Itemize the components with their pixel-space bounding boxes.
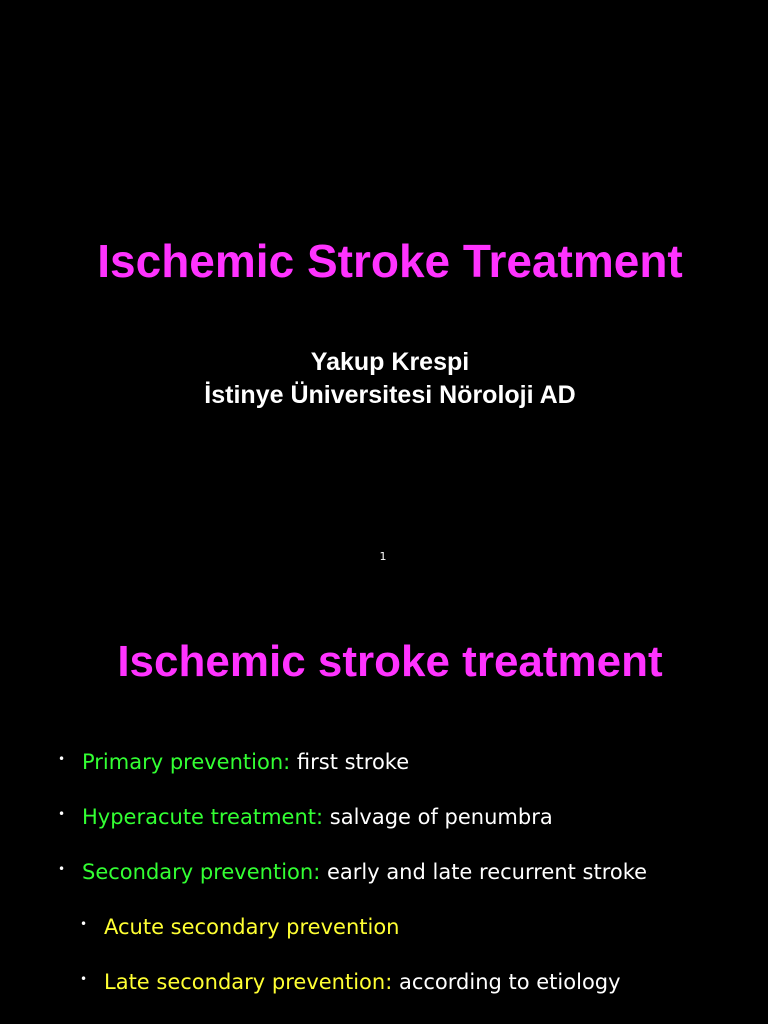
author-affiliation: İstinye Üniversitesi Nöroloji AD — [204, 381, 576, 409]
bullet-label: Late secondary prevention: — [104, 970, 393, 994]
bullet-text: early and late recurrent stroke — [320, 860, 648, 884]
bullet-text: salvage of penumbra — [323, 805, 553, 829]
author-name: Yakup Krespi — [310, 348, 470, 376]
slide-content — [0, 580, 768, 1024]
bullet-item-late-secondary-prevention — [80, 968, 748, 997]
presenter-info — [0, 346, 768, 412]
bullet-text: first stroke — [290, 750, 410, 774]
bullet-item-secondary-prevention — [58, 858, 748, 887]
bullet-dot-icon: • — [80, 972, 88, 986]
bullet-label: Primary prevention: — [82, 750, 291, 774]
slide-number: 1 — [379, 550, 387, 563]
bullet-item-hyperacute-treatment — [58, 803, 748, 832]
bullet-label: Acute secondary prevention — [104, 915, 400, 939]
bullet-dot-icon: • — [58, 862, 66, 876]
bullet-text: according to etiology — [392, 970, 621, 994]
bullet-list — [58, 748, 748, 1023]
bullet-dot-icon: • — [58, 807, 66, 821]
bullet-label: Secondary prevention: — [82, 860, 321, 884]
bullet-label: Hyperacute treatment: — [82, 805, 324, 829]
bullet-item-acute-secondary-prevention — [80, 913, 748, 942]
slide-title-heading: Ischemic Stroke Treatment — [97, 235, 683, 287]
bullet-item-primary-prevention — [58, 748, 748, 777]
content-slide-heading: Ischemic stroke treatment — [117, 637, 663, 686]
bullet-dot-icon: • — [58, 752, 66, 766]
bullet-dot-icon: • — [80, 917, 88, 931]
